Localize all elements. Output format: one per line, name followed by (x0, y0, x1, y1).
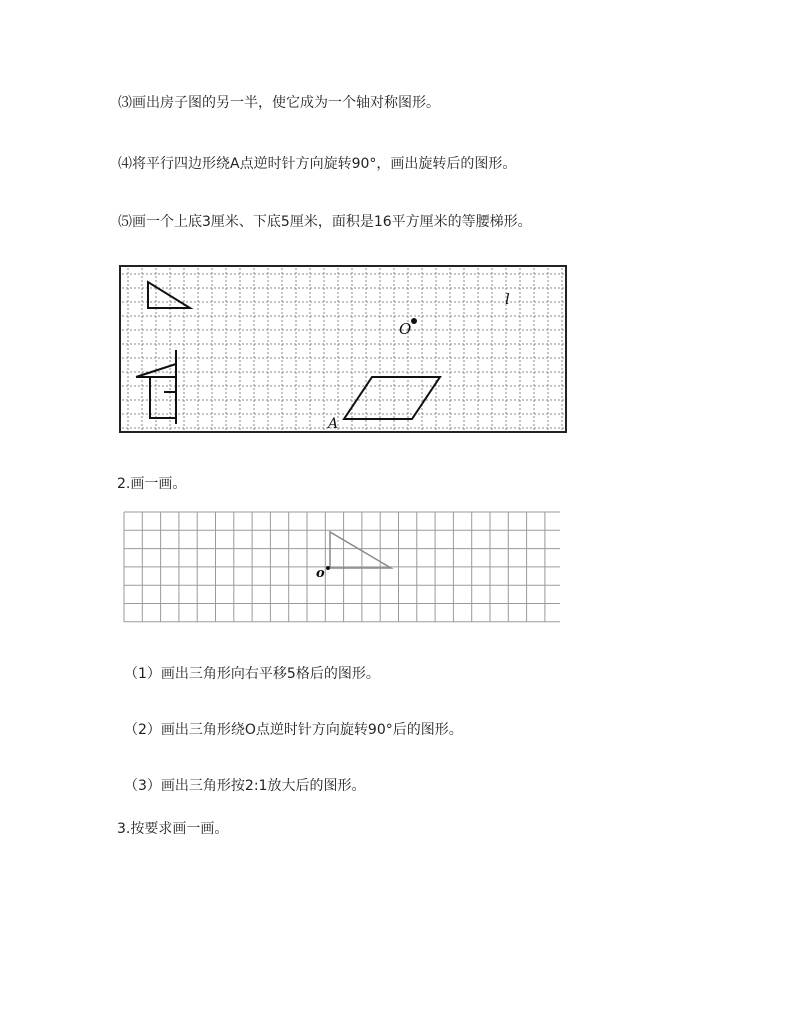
question-4-text: ⑷将平行四边形绕A点逆时针方向旋转90°，画出旋转后的图形。 (118, 156, 517, 172)
grid-border (120, 266, 566, 432)
task-3-text: （3）画出三角形按2:1放大后的图形。 (124, 778, 366, 794)
label-o2: o (316, 566, 325, 581)
question-3-text: ⑶画出房子图的另一半，使它成为一个轴对称图形。 (118, 95, 440, 111)
label-o: O (399, 320, 412, 338)
square-grid-figure (120, 508, 560, 626)
label-a: A (328, 416, 339, 432)
dotted-grid-figure (118, 264, 570, 436)
task-2-text: （2）画出三角形绕O点逆时针方向旋转90°后的图形。 (124, 722, 463, 738)
square-grid-svg (120, 508, 560, 626)
point-o-dot (411, 318, 417, 324)
square-grid-lines (124, 512, 560, 622)
grid-triangle (330, 532, 391, 568)
section-2-heading: 2.画一画。 (117, 476, 187, 492)
dotted-grid-svg (118, 264, 570, 436)
question-5-text: ⑸画一个上底3厘米、下底5厘米，面积是16平方厘米的等腰梯形。 (118, 214, 532, 230)
label-l: l (505, 290, 510, 308)
section-3-heading: 3.按要求画一画。 (117, 821, 229, 837)
point-o2-dot (326, 566, 330, 570)
task-1-text: （1）画出三角形向右平移5格后的图形。 (124, 666, 380, 682)
